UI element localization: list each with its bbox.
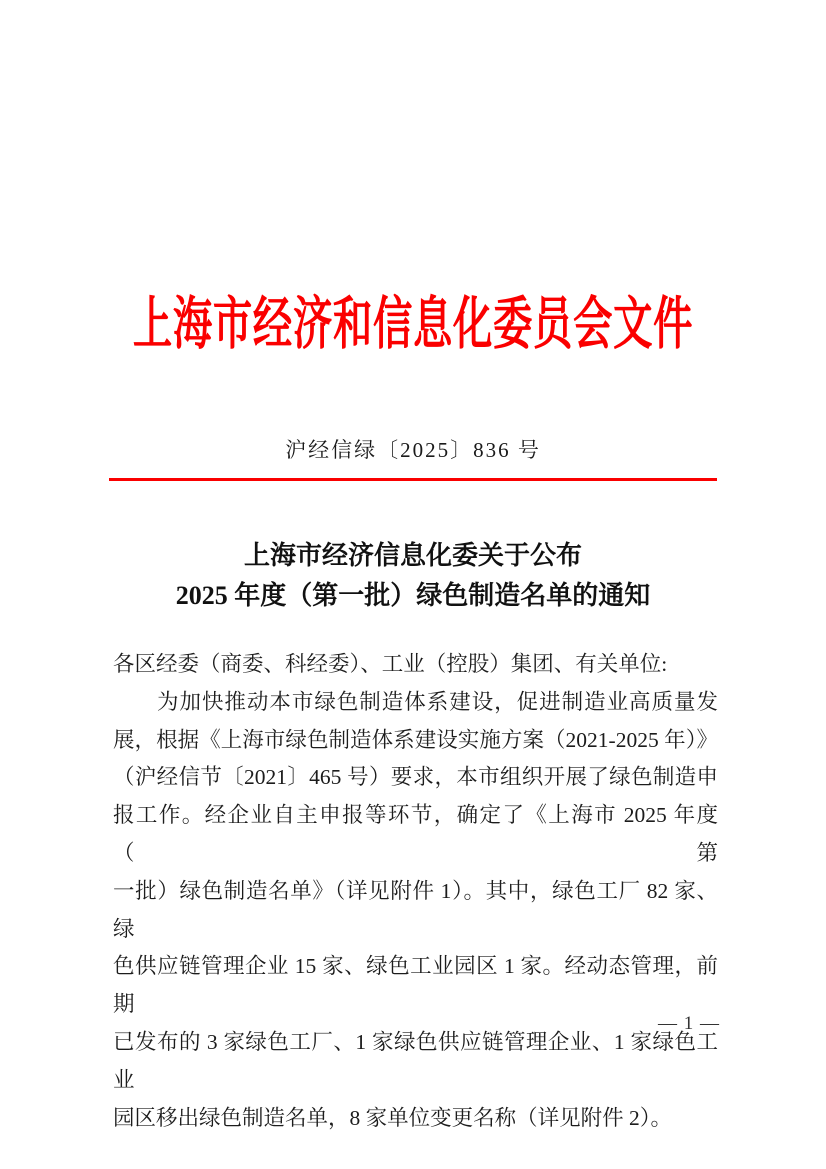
body-line-2: 展，根据《上海市绿色制造体系建设实施方案（2021-2025 年）》 bbox=[113, 727, 718, 752]
notice-title bbox=[0, 536, 826, 616]
body-line-7: 已发布的 3 家绿色工厂、1 家绿色供应链管理企业、1 家绿色工业 bbox=[113, 1029, 718, 1092]
page-number: — 1 — bbox=[658, 1013, 720, 1034]
notice-body bbox=[113, 646, 718, 1137]
agency-title: 上海市经济和信息化委员会文件 bbox=[132, 293, 694, 356]
body-line-1: 为加快推动本市绿色制造体系建设，促进制造业高质量发 bbox=[157, 689, 718, 714]
notice-title-line1: 上海市经济信息化委关于公布 bbox=[243, 541, 582, 570]
body-line-3: （沪经信节〔2021〕465 号）要求，本市组织开展了绿色制造申 bbox=[113, 765, 718, 790]
body-line-6: 色供应链管理企业 15 家、绿色工业园区 1 家。经动态管理，前期 bbox=[113, 954, 718, 1017]
document-number: 沪经信绿〔2025〕836 号 bbox=[285, 438, 541, 462]
body-line-8: 园区移出绿色制造名单，8 家单位变更名称（详见附件 2）。 bbox=[113, 1105, 673, 1130]
salutation-line: 各区经委（商委、科经委）、工业（控股）集团、有关单位: bbox=[113, 652, 668, 676]
body-line-5: 一批）绿色制造名单》（详见附件 1）。其中，绿色工厂 82 家、绿 bbox=[113, 878, 718, 941]
red-letterhead bbox=[0, 286, 826, 378]
notice-title-line2: 2025 年度（第一批）绿色制造名单的通知 bbox=[175, 581, 651, 610]
red-divider-rule bbox=[109, 478, 717, 481]
body-line-4: 报工作。经企业自主申报等环节，确定了《上海市 2025 年度（第 bbox=[113, 803, 718, 865]
